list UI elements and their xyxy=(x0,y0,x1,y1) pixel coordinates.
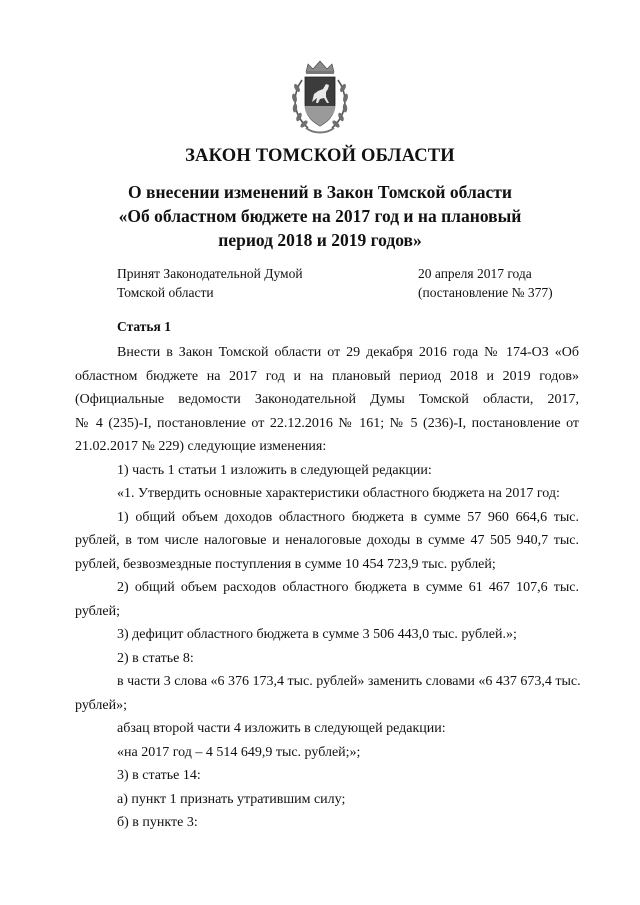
body-line: 3) в статье 14: xyxy=(117,768,201,783)
body-line: а) пункт 1 признать утратившим силу; xyxy=(117,791,346,807)
adoption-date-line: 20 апреля 2017 года xyxy=(418,266,532,281)
law-subtitle xyxy=(40,180,600,252)
body-line: б) в пункте 3: xyxy=(117,815,198,830)
body-line: рублей»; xyxy=(75,697,127,713)
body-line: 2) общий объем расходов областного бюджета в сумме 61 467 107,6 тыс. xyxy=(117,580,579,595)
body-line: Внести в Закон Томской области от 29 декабря 2016 года № 174-ОЗ «Об xyxy=(117,345,579,360)
body-line: 1) общий объем доходов областного бюджета в сумме 57 960 664,6 тыс. xyxy=(117,509,579,525)
body-line: «1. Утвердить основные характеристики областного бюджета на 2017 год: xyxy=(117,486,560,501)
article-body xyxy=(75,341,579,835)
body-line: № 4 (235)-I, постановление от 22.12.2016 № 161; № 5 (236)-I, постановление от xyxy=(75,415,579,431)
adoption-date xyxy=(418,264,553,302)
subtitle-line: период 2018 и 2019 годов» xyxy=(218,230,422,250)
body-line: в части 3 слова «6 376 173,4 тыс. рублей» заменить словами «6 437 673,4 тыс. xyxy=(117,674,581,689)
body-line: рублей, в том числе налоговые и неналоговые доходы в сумме 47 505 940,7 тыс. xyxy=(75,533,579,548)
adopted-by xyxy=(117,264,303,302)
body-line: рублей, безвозмездные поступления в сумме 10 454 723,9 тыс. рублей; xyxy=(75,556,496,572)
law-title: ЗАКОН ТОМСКОЙ ОБЛАСТИ xyxy=(185,146,455,166)
body-line: (Официальные ведомости Законодательной Думы Томской области, 2017, xyxy=(75,392,579,407)
adopted-by-line: Томской области xyxy=(117,285,214,300)
coat-of-arms-icon xyxy=(288,56,352,136)
body-line: «на 2017 год – 4 514 649,9 тыс. рублей;»; xyxy=(117,744,361,760)
adopted-by-line: Принят Законодательной Думой xyxy=(117,266,303,281)
resolution-number: (постановление № 377) xyxy=(418,285,553,300)
body-line: абзац второй части 4 изложить в следующей редакции: xyxy=(117,721,446,736)
article-heading: Статья 1 xyxy=(117,319,171,334)
body-line: 21.02.2017 № 229) следующие изменения: xyxy=(75,439,327,454)
body-line: рублей; xyxy=(75,603,120,619)
subtitle-line: О внесении изменений в Закон Томской области xyxy=(128,182,512,202)
subtitle-line: «Об областном бюджете на 2017 год и на плановый xyxy=(118,206,522,226)
body-line: 1) часть 1 статьи 1 изложить в следующей редакции: xyxy=(117,462,432,478)
body-line: областном бюджете на 2017 год и на плановый период 2018 и 2019 годов» xyxy=(75,368,579,384)
body-line: 2) в статье 8: xyxy=(117,650,194,666)
body-line: 3) дефицит областного бюджета в сумме 3 506 443,0 тыс. рублей.»; xyxy=(117,627,517,642)
